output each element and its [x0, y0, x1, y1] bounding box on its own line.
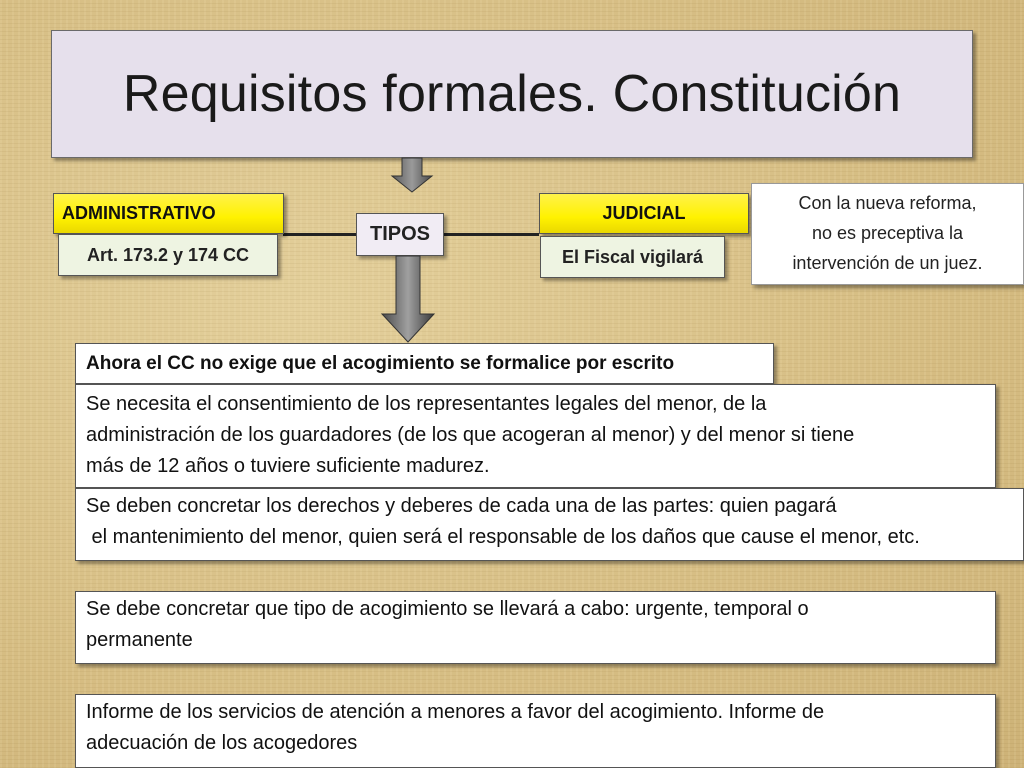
tipos-text: TIPOS: [369, 223, 430, 245]
arrow-down-icon: [388, 158, 436, 194]
reform-note: [751, 183, 1024, 285]
statement-written-text: Ahora el CC no exige que el acogimiento se formalice por escrito: [86, 352, 675, 374]
statement-written: [75, 343, 774, 384]
title-box: [51, 30, 973, 158]
reform-note-line: intervención de un juez.: [792, 253, 983, 273]
administrativo-text: ADMINISTRATIVO: [62, 203, 216, 223]
statement-rights: Se deben concretar los derechos y deberes de cada una de las partes: quien pagará el mantenimiento del menor, quien será el responsable de los daños que cause el menor, etc.: [75, 488, 1024, 561]
arrow-down-icon: [378, 256, 438, 344]
statement-type: Se debe concretar que tipo de acogimiento se llevará a cabo: urgente, temporal o permanente: [75, 591, 996, 664]
connector-line-right: [444, 233, 539, 236]
judicial-detail: [540, 236, 725, 278]
connector-line-left: [283, 233, 356, 236]
reform-note-line: Con la nueva reforma,: [798, 193, 977, 213]
administrativo-label: [53, 193, 284, 234]
page-title: Requisitos formales. Constitución: [122, 65, 902, 123]
reform-note-line: no es preceptiva la: [811, 223, 964, 243]
administrativo-detail: [58, 234, 278, 276]
judicial-detail-text: El Fiscal vigilará: [561, 246, 704, 267]
statement-report: Informe de los servicios de atención a menores a favor del acogimiento. Informe de adecuación de los acogedores: [75, 694, 996, 768]
judicial-text: JUDICIAL: [602, 203, 686, 223]
administrativo-detail-text: Art. 173.2 y 174 CC: [86, 244, 250, 265]
statement-consent: Se necesita el consentimiento de los representantes legales del menor, de la administración de los guardadores (de los que acogeran al menor) y del menor si tiene más de 12 años o tuviere suficiente madurez.: [75, 384, 996, 488]
judicial-label: [539, 193, 749, 234]
tipos-box: [356, 213, 444, 256]
